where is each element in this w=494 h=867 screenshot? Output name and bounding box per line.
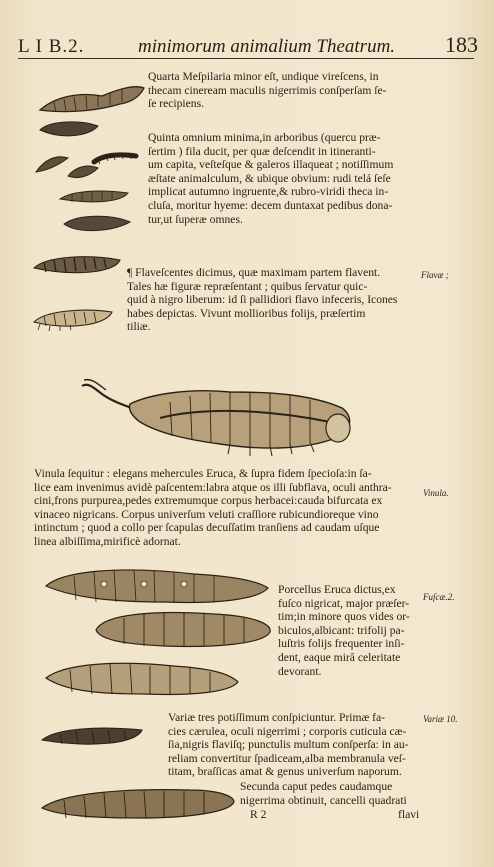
marginal-note-variae: Variæ 10. [423, 714, 458, 724]
variae-caterpillar-illustration-1 [40, 722, 146, 752]
paragraph-quinta: Quinta omnium minima,in arboribus (quercu præ- ſertim ) fila ducit, per quæ deſcendit in itineranti- um capita, veſteſque & galeros illaqueat ; notiſſimum æſtate animalculum, & ubique obvium: rudi telá ſeſe implicat autumno ingruente,& rubro-viridi theca in- cluſa, moritur hyeme: decem duntaxat pedibus dona- tur,ut ſuperæ omnes. [148, 131, 394, 226]
marginal-note-flavae: Flavæ ; [421, 270, 449, 280]
paragraph-flavescentes: ¶ Flaveſcentes dicimus, quæ maximam partem flavent. Tales hæ figuræ repræſentant ; quibus ſervatur quic- quid à nigro liberum: id ſi pallidiori flavo infeceris, Icones habes depictas. Vivunt mollioribus folijs, præſertim tiliæ. [127, 266, 398, 334]
paragraph-vinula: Vinula ſequitur : elegans mehercules Eruca, & ſupra fidem ſpecioſa:in ſa- lice eam invenimus avidè paſcentem:labra atque os illi ſubflava, oculi anthra- cini,frons purpurea,pedes extremumque corpus herbacei:cauda bifurcata ex vinaceo nigricans. Corpus univerſum veluti craſſiore rubicundioreque vino intinctum ; quod a collo per ſcapulas decuſſatim tranſiens ad caudam uſque linea albiſſima,mirificè adornat. [34, 467, 392, 548]
paragraph-secunda: Secunda caput pedes caudamque nigerrima obtinuit, cancelli quadrati [240, 780, 407, 807]
paragraph-quarta: Quarta Meſpilaria minor eſt, undique vireſcens, in thecam cineream maculis nigerrimis conſperſam ſe- ſe recipiens. [148, 70, 387, 111]
marginal-note-vinula: Vinula. [423, 488, 449, 498]
paragraph-variae: Variæ tres potiſſimum conſpiciuntur. Primæ fa- cies cærulea, oculi nigerrimi ; corporis cuticula cæ- ſia,nigris flaviſq; punctulis multum conſperſa: in au- reliam convertitur ſpadiceam,alba membranula veſ- titam, braſſicas amat & genus univerſum naporum. [168, 711, 409, 779]
caterpillar-illustration-1 [36, 80, 146, 120]
chrysalis-illustration-1 [38, 118, 100, 140]
cocoon-illustration [62, 212, 132, 234]
porcellus-caterpillar-illustration-1 [44, 562, 270, 608]
header-rule [18, 58, 474, 59]
porcellus-caterpillar-illustration-2 [44, 654, 240, 700]
caterpillar-illustration-2 [58, 185, 130, 207]
larvae-group-illustration [32, 148, 140, 184]
yellow-caterpillar-illustration-1 [30, 252, 124, 278]
paragraph-porcellus: Porcellus Eruca dictus,ex fuſco nigricat, major præſer- tim;in minore quos vides or- biculos,albicant: trifolij pa- luſtris folijs frequenter inſi- dent, eaque mirâ celeritate devorant. [278, 583, 410, 678]
signature-mark: R 2 [250, 808, 267, 821]
marginal-note-fuscae: Fuſcæ.2. [423, 592, 455, 602]
book-number: L I B.2. [18, 36, 85, 57]
page-number: 183 [445, 32, 478, 57]
vinula-caterpillar-illustration [80, 378, 358, 460]
porcellus-pupa-illustration [94, 610, 274, 650]
running-title: minimorum animalium Theatrum. [138, 36, 396, 57]
variae-caterpillar-illustration-2 [40, 780, 236, 824]
yellow-caterpillar-illustration-2 [30, 304, 116, 332]
running-header [18, 30, 478, 58]
catchword: flavi [398, 808, 420, 821]
